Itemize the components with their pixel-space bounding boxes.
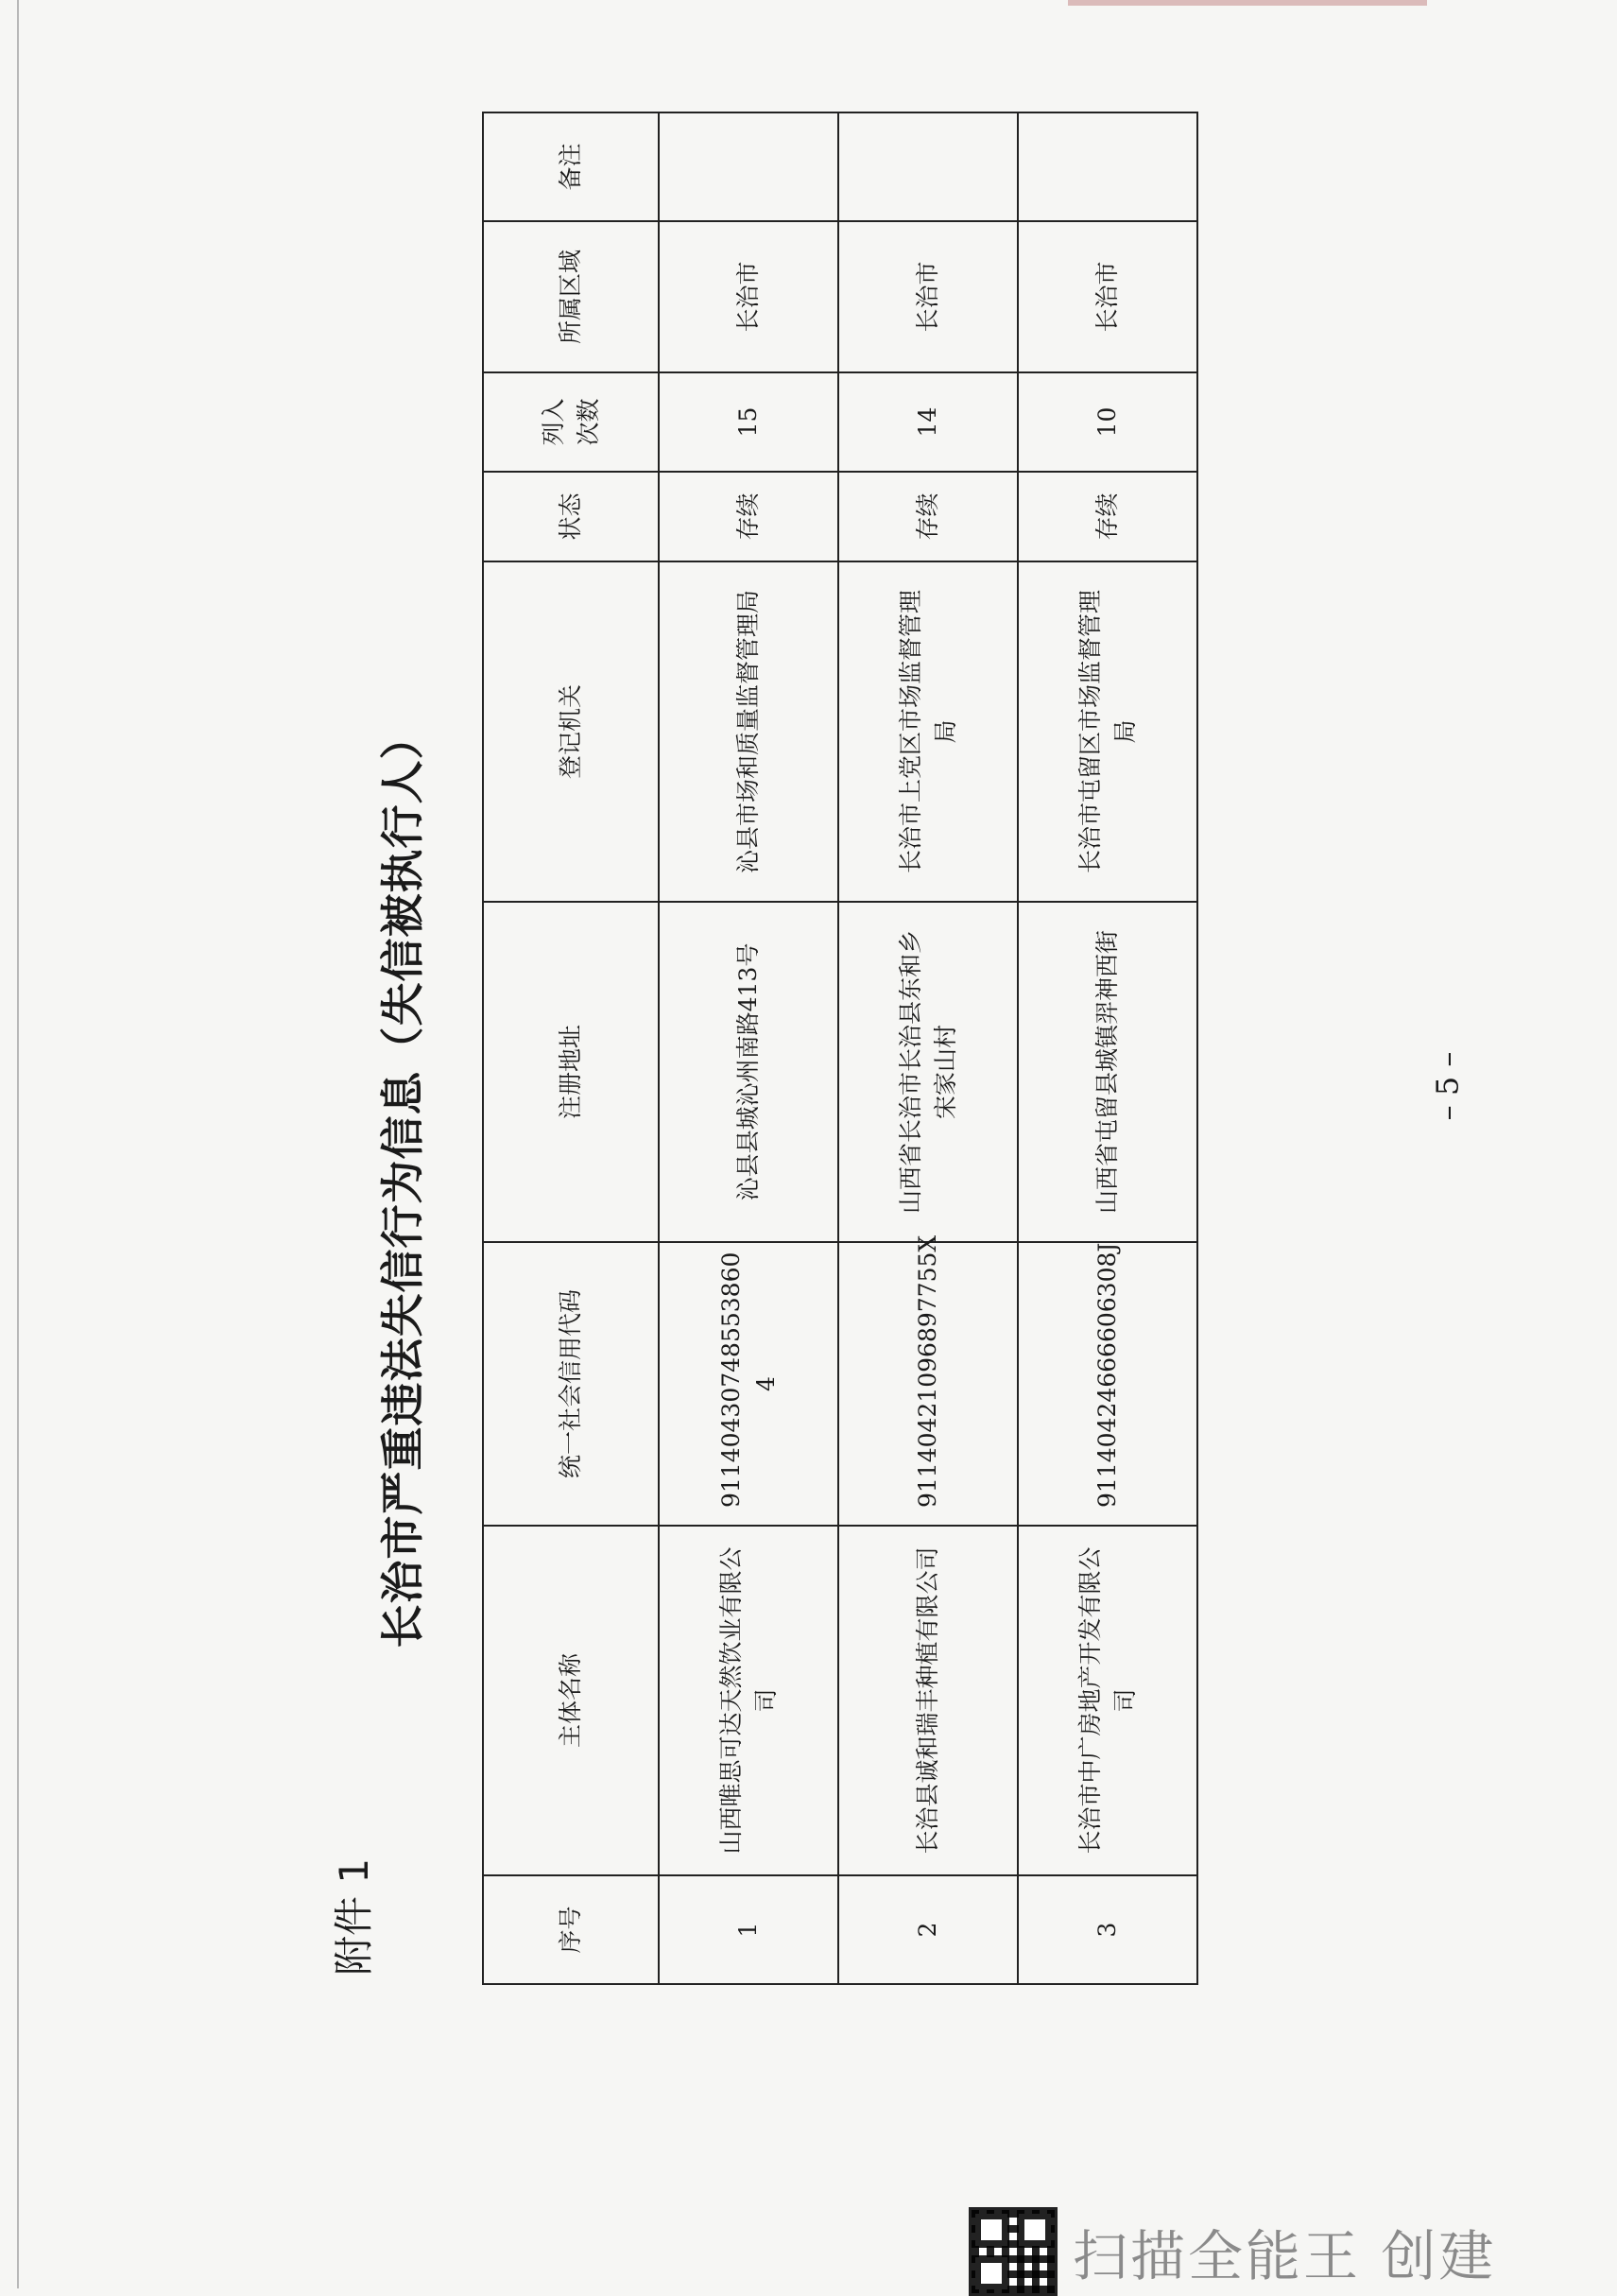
table-cell: 长治县诚和瑞丰种植有限公司 <box>838 1526 1018 1875</box>
table-cell: 2 <box>838 1875 1018 1984</box>
header-cell: 状态 <box>483 472 659 561</box>
table-cell <box>659 112 838 221</box>
table-cell: 山西唯思可达天然饮业有限公司 <box>659 1526 838 1875</box>
table-cell: 10 <box>1018 372 1197 472</box>
table-row <box>838 112 1018 1984</box>
violation-table <box>482 112 1198 1985</box>
page-number: – 5 – <box>1429 1051 1466 1121</box>
table-cell: 存续 <box>1018 472 1197 561</box>
header-cell: 序号 <box>483 1875 659 1984</box>
table-cell: 1 <box>659 1875 838 1984</box>
table-row <box>659 112 838 1984</box>
table-cell <box>1018 112 1197 221</box>
table-cell: 长治市屯留区市场监督管理局 <box>1018 561 1197 902</box>
qr-code-icon <box>969 2207 1058 2296</box>
scan-edge-line <box>17 0 19 2288</box>
table-cell: 存续 <box>659 472 838 561</box>
attachment-label: 附件 1 <box>331 1857 377 1976</box>
header-cell: 主体名称 <box>483 1526 659 1875</box>
table-cell: 长治市 <box>659 221 838 372</box>
table-cell: 长治市 <box>838 221 1018 372</box>
table-cell: 15 <box>659 372 838 472</box>
table-cell: 长治市中广房地产开发有限公司 <box>1018 1526 1197 1875</box>
table-cell: 山西省长治市长治县东和乡宋家山村 <box>838 902 1018 1242</box>
table-cell: 3 <box>1018 1875 1197 1984</box>
table-cell: 14 <box>838 372 1018 472</box>
header-cell: 所属区域 <box>483 221 659 372</box>
table-cell: 长治市 <box>1018 221 1197 372</box>
header-cell: 注册地址 <box>483 902 659 1242</box>
header-cell: 登记机关 <box>483 561 659 902</box>
table-cell: 山西省屯留县城镇羿神西街 <box>1018 902 1197 1242</box>
table-cell: 91140421096897755X <box>838 1242 1018 1526</box>
scan-top-mark <box>1068 0 1427 6</box>
scanner-footer <box>969 2207 1496 2296</box>
document-title: 长治市严重违法失信行为信息（失信被执行人） <box>377 715 428 1649</box>
table-cell: 沁县县城沁州南路413号 <box>659 902 838 1242</box>
table-header-row <box>483 112 659 1984</box>
scanner-watermark: 扫描全能王 创建 <box>1073 2224 1497 2288</box>
header-cell: 备注 <box>483 112 659 221</box>
document-page <box>312 143 1351 1985</box>
table-cell: 沁县市场和质量监督管理局 <box>659 561 838 902</box>
table-cell: 91140430748553860​4 <box>659 1242 838 1526</box>
header-cell: 统一社会信用代码 <box>483 1242 659 1526</box>
table-cell <box>838 112 1018 221</box>
header-cell: 列入次数 <box>483 372 659 472</box>
table-cell: 存续 <box>838 472 1018 561</box>
table-row <box>1018 112 1197 1984</box>
table-cell: 91140424666606308J <box>1018 1242 1197 1526</box>
table-cell: 长治市上党区市场监督管理局 <box>838 561 1018 902</box>
